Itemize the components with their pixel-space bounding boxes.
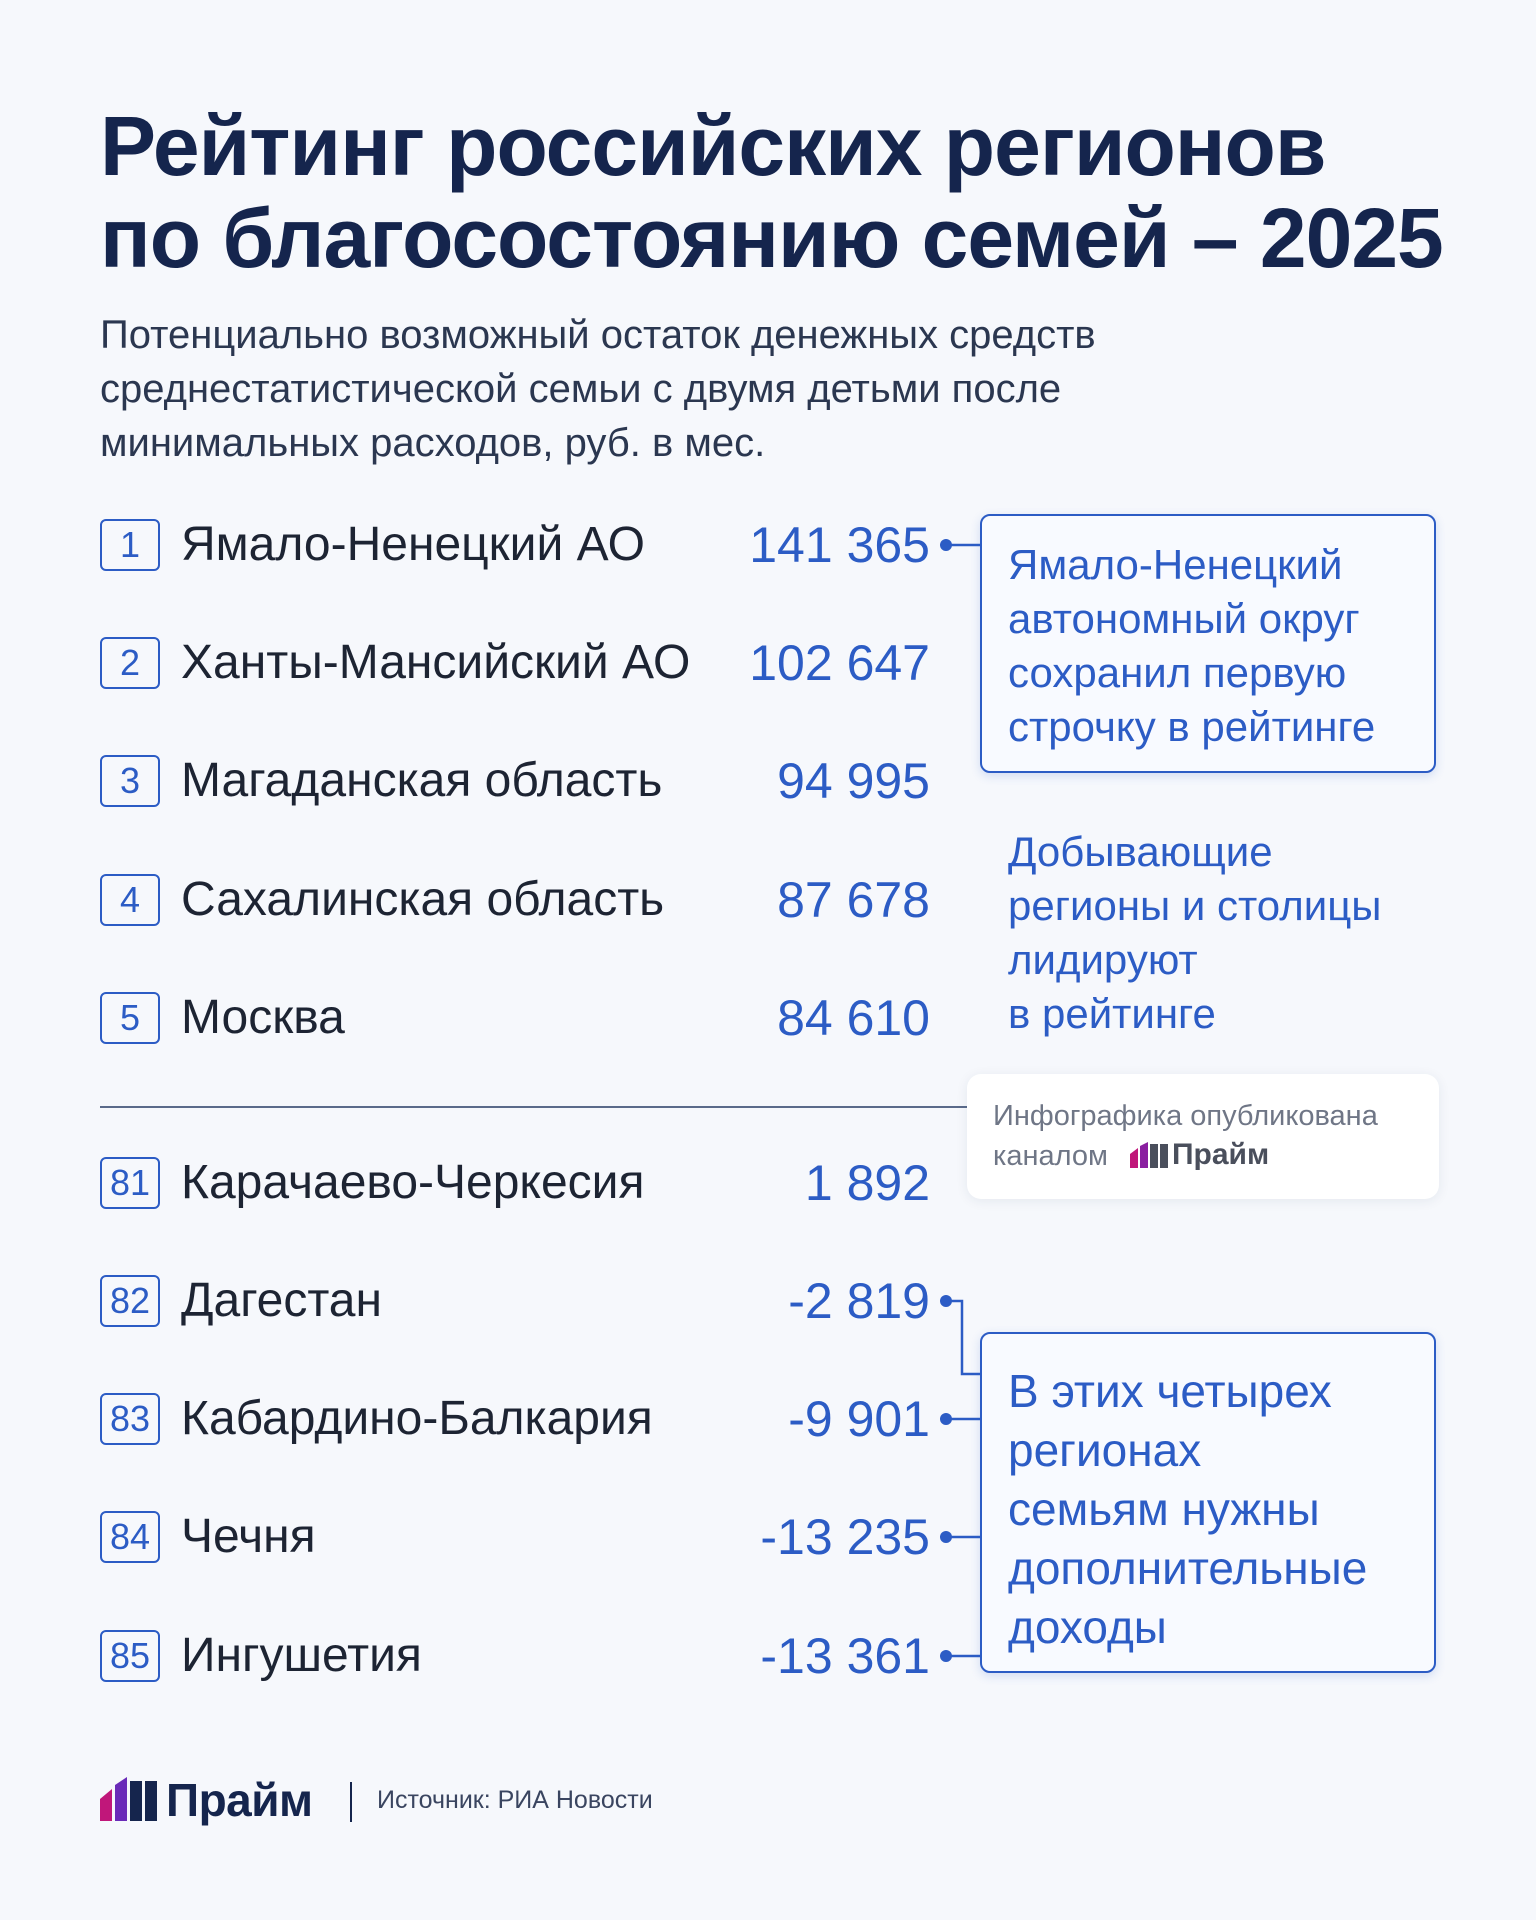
footer <box>100 1770 900 1830</box>
callout-bottom <box>980 1332 1436 1673</box>
region-name: Ингушетия <box>181 1629 422 1682</box>
callout-line: сохранил первую <box>1008 649 1347 696</box>
region-name: Ямало-Ненецкий АО <box>181 518 645 571</box>
rank-badge: 82 <box>100 1275 160 1327</box>
region-name: Ханты-Мансийский АО <box>181 636 691 689</box>
region-name: Магаданская область <box>181 754 663 807</box>
title-line-1: Рейтинг российских регионов <box>100 99 1326 193</box>
callout-line: дополнительные <box>1008 1542 1368 1594</box>
region-value: -9 901 <box>788 1391 930 1447</box>
rank-badge: 84 <box>100 1511 160 1563</box>
rank-badge: 81 <box>100 1157 160 1209</box>
prime-logo-small <box>1130 1134 1269 1175</box>
note-line: в рейтинге <box>1008 990 1216 1037</box>
footer-separator <box>350 1782 352 1822</box>
subtitle-line-2: среднестатистической семьи с двумя детьми после <box>100 367 1062 411</box>
region-name: Дагестан <box>181 1274 382 1327</box>
rank-badge: 1 <box>100 519 160 571</box>
region-value: 102 647 <box>749 635 930 691</box>
region-value: -13 235 <box>760 1509 930 1565</box>
region-name: Чечня <box>181 1510 316 1563</box>
region-value: 141 365 <box>749 517 930 573</box>
callout-line: Ямало-Ненецкий <box>1008 541 1343 588</box>
channel-card-label: каналом <box>993 1140 1108 1172</box>
source-text: Источник: РИА Новости <box>377 1786 653 1814</box>
region-value: -2 819 <box>788 1273 930 1329</box>
callout-line: доходы <box>1008 1601 1167 1653</box>
side-note <box>1008 825 1428 1041</box>
region-value: -13 361 <box>760 1628 930 1684</box>
subtitle-line-1: Потенциально возможный остаток денежных средств <box>100 313 1096 357</box>
channel-card[interactable] <box>967 1074 1439 1199</box>
note-line: регионы и столицы <box>1008 882 1382 929</box>
callout-top <box>980 514 1436 773</box>
callout-line: В этих четырех <box>1008 1365 1332 1417</box>
rank-badge: 3 <box>100 755 160 807</box>
rank-badge: 5 <box>100 992 160 1044</box>
prime-logo-word: Прайм <box>166 1774 313 1826</box>
prime-logo-word: Прайм <box>1171 1138 1270 1172</box>
channel-card-line: Инфографика опубликована <box>993 1100 1378 1132</box>
channel-card-line <box>993 1136 1413 1178</box>
rank-badge: 2 <box>100 637 160 689</box>
callout-line: строчку в рейтинге <box>1008 703 1376 750</box>
callout-line: регионах <box>1008 1424 1202 1476</box>
note-line: лидируют <box>1008 936 1198 983</box>
region-name: Москва <box>181 991 345 1044</box>
connector-line <box>946 1301 980 1374</box>
region-value: 94 995 <box>777 753 930 809</box>
note-line: Добывающие <box>1008 828 1273 875</box>
region-name: Сахалинская область <box>181 873 665 926</box>
region-value: 84 610 <box>777 990 930 1046</box>
callout-line: автономный округ <box>1008 595 1360 642</box>
region-name: Карачаево-Черкесия <box>181 1156 645 1209</box>
title-line-2: по благосостоянию семей – 2025 <box>100 191 1443 285</box>
rank-badge: 83 <box>100 1393 160 1445</box>
callout-line: семьям нужны <box>1008 1483 1320 1535</box>
rank-badge: 85 <box>100 1630 160 1682</box>
rank-badge: 4 <box>100 874 160 926</box>
region-name: Кабардино-Балкария <box>181 1392 653 1445</box>
region-value: 87 678 <box>777 872 930 928</box>
subtitle-line-3: минимальных расходов, руб. в мес. <box>100 421 766 465</box>
prime-logo-icon <box>1130 1142 1168 1168</box>
region-value: 1 892 <box>804 1155 930 1211</box>
prime-logo-icon <box>100 1777 158 1826</box>
